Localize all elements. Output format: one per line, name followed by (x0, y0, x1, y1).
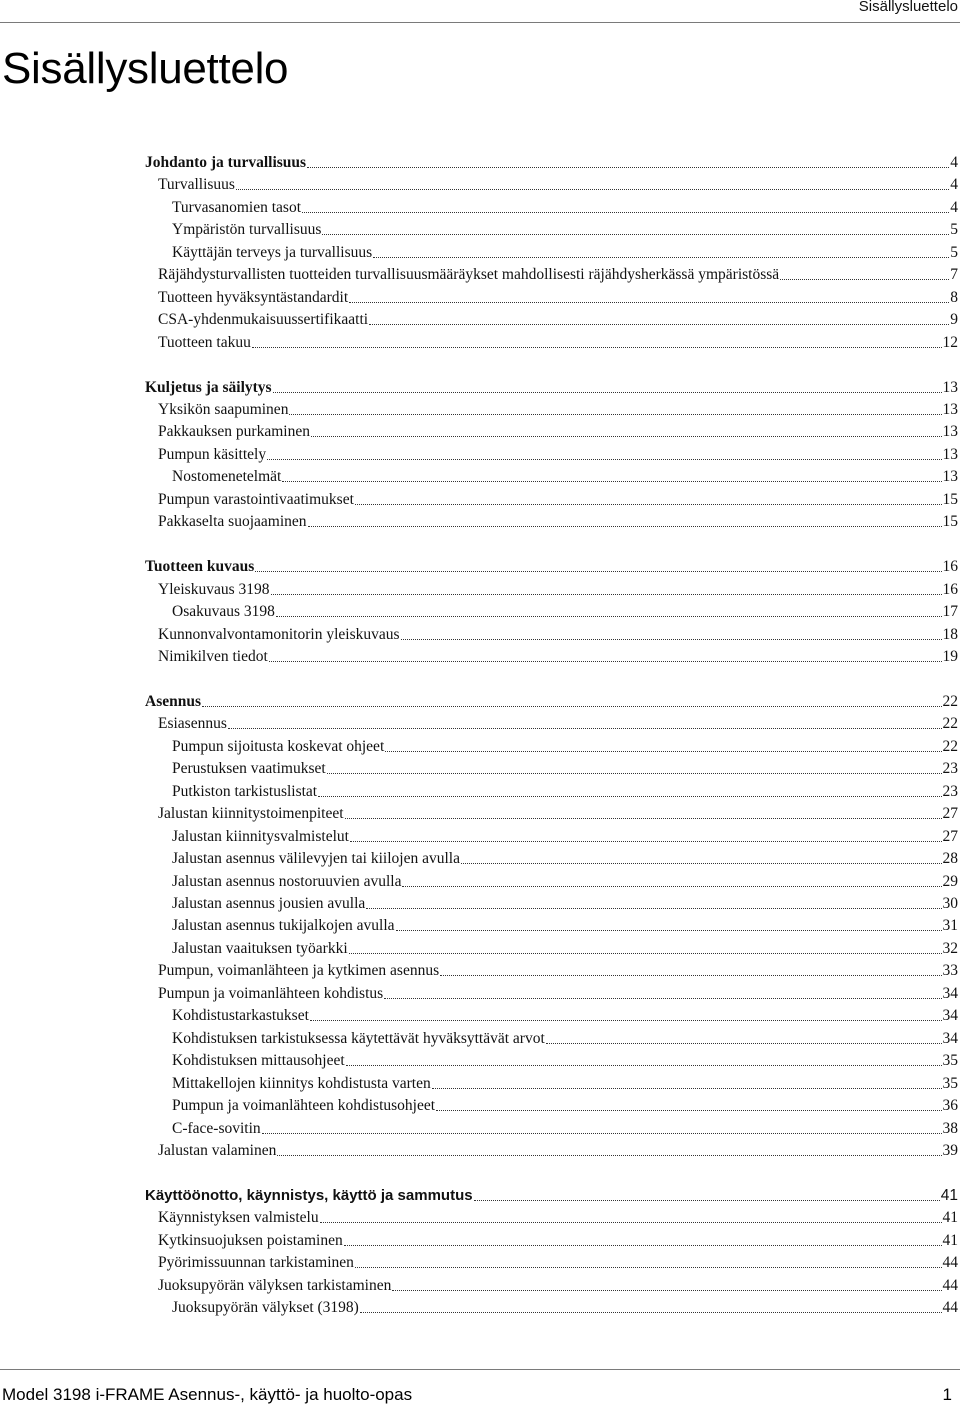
toc-entry[interactable] (158, 331, 958, 353)
toc-entry[interactable] (172, 196, 958, 218)
toc-dot-leader (327, 772, 942, 774)
toc-dot-leader (311, 435, 942, 437)
toc-entry-page-number: 33 (942, 962, 958, 980)
toc-entry-title: Juoksupyörän välykset (3198) (172, 1299, 359, 1317)
toc-entry[interactable] (158, 645, 958, 667)
toc-entry-page-number: 27 (942, 805, 958, 823)
toc-entry-page-number: 18 (942, 625, 958, 643)
toc-entry-title: Yksikön saapuminen (158, 401, 289, 418)
toc-entry[interactable] (172, 1094, 958, 1116)
toc-entry-title: Käyttöönotto, käynnistys, käyttö ja sammutus (145, 1186, 473, 1204)
toc-entry[interactable] (172, 1049, 958, 1071)
toc-dot-leader (267, 458, 941, 460)
toc-entry-title: Jalustan vaaituksen työarkki (172, 939, 348, 957)
toc-entry[interactable] (158, 398, 958, 420)
toc-entry[interactable] (158, 1206, 958, 1228)
toc-entry-title: Tuotteen hyväksyntästandardit (158, 288, 349, 306)
toc-entry-title: Pumpun käsittely (158, 445, 267, 463)
toc-entry-page-number: 22 (942, 737, 958, 755)
toc-entry-title: CSA-yhdenmukaisuussertifikaatti (158, 311, 369, 329)
toc-entry[interactable] (172, 735, 958, 757)
toc-dot-leader (269, 660, 942, 662)
toc-dot-leader (320, 1221, 942, 1223)
toc-dot-leader (440, 974, 941, 976)
toc-dot-leader (355, 1266, 942, 1268)
toc-entry[interactable] (158, 286, 958, 308)
toc-entry-title: Pumpun varastointivaatimukset (158, 490, 354, 508)
toc-entry-page-number: 28 (942, 850, 958, 868)
toc-entry-title: Pakkaselta suojaaminen (158, 513, 307, 531)
toc-entry-page-number: 13 (942, 423, 958, 441)
toc-dot-leader (236, 188, 949, 190)
toc-entry-title: Osakuvaus 3198 (172, 603, 275, 621)
toc-entry-page-number: 16 (942, 580, 958, 598)
toc-entry-title: Jalustan asennus nostoruuvien avulla (172, 872, 402, 890)
toc-entry-title: Kunnonvalvontamonitorin yleiskuvaus (158, 625, 400, 643)
toc-entry-title: Perustuksen vaatimukset (172, 760, 326, 778)
toc-dot-leader (355, 503, 942, 505)
toc-dot-leader (307, 166, 949, 168)
toc-entry-title: Pyörimissuunnan tarkistaminen (158, 1254, 354, 1272)
toc-entry-title: Jalustan asennus välilevyjen tai kiilojen avulla (172, 850, 460, 868)
toc-entry-page-number: 34 (942, 984, 958, 1002)
toc-entry-page-number: 30 (942, 895, 958, 912)
toc-entry-page-number: 41 (942, 1231, 958, 1249)
toc-entry[interactable] (158, 1274, 958, 1296)
toc-dot-leader (255, 570, 941, 572)
toc-chapter-entry[interactable] (145, 555, 958, 577)
toc-entry-page-number: 23 (942, 760, 958, 778)
toc-dot-leader (277, 1154, 941, 1156)
toc-dot-leader (349, 301, 949, 303)
page-title: Sisällysluettelo (2, 44, 289, 93)
toc-entry[interactable] (158, 1251, 958, 1273)
toc-entry-page-number: 29 (942, 872, 958, 890)
toc-entry-page-number: 4 (950, 198, 958, 216)
toc-entry-title: Kohdistuksen mittausohjeet (172, 1052, 345, 1070)
running-header-title: Sisällysluettelo (858, 0, 958, 15)
toc-dot-leader (310, 1019, 942, 1021)
toc-entry-title: Jalustan kiinnitystoimenpiteet (158, 805, 344, 823)
running-footer (0, 1369, 960, 1410)
toc-dot-leader (392, 1289, 941, 1291)
toc-entry-page-number: 35 (942, 1052, 958, 1070)
toc-dot-leader (366, 907, 941, 909)
toc-dot-leader (282, 480, 941, 482)
toc-dot-leader (373, 256, 949, 258)
toc-entry-page-number: 34 (942, 1029, 958, 1047)
toc-entry[interactable] (172, 1072, 958, 1094)
toc-entry[interactable] (172, 847, 958, 869)
toc-dot-leader (402, 885, 941, 887)
toc-entry-page-number: 34 (942, 1007, 958, 1025)
footer-document-title: Model 3198 i-FRAME Asennus-, käyttö- ja huolto-opas (2, 1385, 413, 1404)
toc-entry-title: Jalustan valaminen (158, 1141, 277, 1159)
toc-entry-title: Jalustan asennus jousien avulla (172, 895, 366, 912)
toc-entry-page-number: 27 (942, 827, 958, 845)
toc-entry-title: Kohdistustarkastukset (172, 1007, 309, 1025)
toc-dot-leader (369, 323, 949, 325)
toc-entry-page-number: 22 (942, 715, 958, 733)
toc-entry[interactable] (172, 914, 958, 936)
toc-dot-leader (396, 929, 942, 931)
toc-chapter-entry[interactable] (145, 690, 958, 712)
toc-entry-title: Pumpun sijoitusta koskevat ohjeet (172, 737, 385, 755)
toc-entry-title: Jalustan asennus tukijalkojen avulla (172, 917, 395, 935)
toc-entry[interactable] (172, 1117, 958, 1139)
toc-dot-leader (474, 1199, 940, 1201)
toc-chapter-entry[interactable] (145, 376, 958, 398)
toc-entry-page-number: 15 (942, 513, 958, 531)
toc-entry-page-number: 36 (942, 1097, 958, 1115)
toc-entry[interactable] (172, 757, 958, 779)
toc-entry[interactable] (158, 443, 958, 465)
toc-entry[interactable] (172, 780, 958, 802)
toc-entry-title: Kytkinsuojuksen poistaminen (158, 1231, 343, 1249)
toc-dot-leader (384, 997, 941, 999)
toc-dot-leader (318, 795, 941, 797)
toc-entry-page-number: 8 (950, 288, 958, 306)
toc-entry[interactable] (172, 241, 958, 263)
toc-entry-title: Käyttäjän terveys ja turvallisuus (172, 243, 373, 261)
toc-entry-title: C-face-sovitin (172, 1119, 261, 1137)
toc-entry-title: Pakkauksen purkaminen (158, 423, 310, 441)
toc-entry-title: Kohdistuksen tarkistuksessa käytettävät hyväksyttävät arvot (172, 1029, 545, 1047)
toc-entry[interactable] (172, 870, 958, 892)
toc-dot-leader (546, 1042, 942, 1044)
toc-entry-page-number: 13 (942, 378, 958, 396)
toc-entry-title: Esiasennus (158, 715, 227, 733)
toc-entry[interactable] (158, 959, 958, 981)
toc-entry-title: Juoksupyörän välyksen tarkistaminen (158, 1276, 392, 1294)
toc-entry-page-number: 19 (942, 648, 958, 665)
toc-entry-title: Mittakellojen kiinnitys kohdistusta varten (172, 1074, 431, 1092)
toc-entry-title: Yleiskuvaus 3198 (158, 580, 270, 598)
toc-dot-leader (436, 1109, 941, 1111)
toc-entry[interactable] (172, 600, 958, 622)
toc-entry-title: Pumpun ja voimanlähteen kohdistusohjeet (172, 1097, 436, 1115)
toc-entry[interactable] (158, 420, 958, 442)
toc-entry-page-number: 4 (950, 154, 958, 171)
toc-chapter-entry[interactable] (145, 151, 958, 173)
toc-entry[interactable] (172, 937, 958, 959)
toc-entry[interactable] (158, 802, 958, 824)
toc-entry[interactable] (158, 712, 958, 734)
toc-entry-page-number: 16 (942, 558, 958, 576)
toc-dot-leader (308, 525, 942, 527)
toc-entry[interactable] (158, 623, 958, 645)
toc-entry-title: Tuotteen kuvaus (145, 558, 255, 576)
toc-dot-leader (289, 413, 941, 415)
toc-entry-page-number: 4 (950, 176, 958, 194)
toc-entry-title: Turvasanomien tasot (172, 198, 302, 216)
toc-entry-page-number: 41 (942, 1209, 958, 1227)
toc-entry[interactable] (172, 825, 958, 847)
toc-entry-page-number: 35 (942, 1074, 958, 1092)
toc-entry-title: Käynnistyksen valmistelu (158, 1209, 319, 1227)
toc-dot-leader (262, 1132, 942, 1134)
toc-dot-leader (780, 278, 949, 280)
toc-entry-title: Tuotteen takuu (158, 333, 251, 351)
toc-dot-leader (461, 862, 942, 864)
toc-dot-leader (349, 952, 942, 954)
toc-dot-leader (401, 638, 942, 640)
toc-entry[interactable] (172, 1027, 958, 1049)
toc-entry-page-number: 12 (942, 333, 958, 351)
toc-entry-page-number: 13 (942, 445, 958, 463)
toc-entry[interactable] (158, 578, 958, 600)
toc-dot-leader (322, 233, 949, 235)
toc-entry[interactable] (172, 465, 958, 487)
toc-entry[interactable] (158, 1139, 958, 1161)
toc-entry-title: Johdanto ja turvallisuus (145, 154, 307, 171)
toc-entry[interactable] (158, 1229, 958, 1251)
toc-entry-page-number: 13 (942, 401, 958, 418)
toc-dot-leader (350, 840, 942, 842)
toc-dot-leader (345, 817, 942, 819)
toc-dot-leader (276, 615, 942, 617)
toc-entry-title: Ympäristön turvallisuus (172, 221, 322, 239)
toc-entry[interactable] (158, 982, 958, 1004)
toc-entry-title: Nimikilven tiedot (158, 648, 268, 665)
toc-entry-title: Turvallisuus (158, 176, 235, 194)
toc-entry-title: Asennus (145, 692, 201, 710)
toc-dot-leader (273, 391, 942, 393)
toc-entry-page-number: 5 (950, 243, 958, 261)
toc-entry-page-number: 44 (942, 1276, 958, 1294)
toc-entry-title: Pumpun ja voimanlähteen kohdistus (158, 984, 384, 1002)
toc-dot-leader (344, 1244, 942, 1246)
toc-entry-page-number: 5 (950, 221, 958, 239)
toc-entry-page-number: 44 (942, 1254, 958, 1272)
toc-entry[interactable] (172, 1004, 958, 1026)
toc-entry[interactable] (172, 892, 958, 914)
toc-entry[interactable] (158, 263, 958, 285)
toc-entry[interactable] (172, 218, 958, 240)
toc-chapter-entry[interactable] (145, 1184, 958, 1206)
toc-dot-leader (252, 346, 942, 348)
toc-dot-leader (202, 705, 942, 707)
toc-entry-page-number: 22 (942, 692, 958, 710)
toc-entry-page-number: 17 (942, 603, 958, 621)
toc-entry-page-number: 7 (950, 266, 958, 284)
toc-entry[interactable] (158, 488, 958, 510)
toc-entry-page-number: 15 (942, 490, 958, 508)
toc-entry[interactable] (172, 1296, 958, 1318)
toc-dot-leader (346, 1064, 942, 1066)
toc-entry-title: Jalustan kiinnitysvalmistelut (172, 827, 349, 845)
toc-entry-title: Räjähdysturvallisten tuotteiden turvallisuusmääräykset mahdollisesti räjähdysherkässä ympäristössä (158, 266, 780, 284)
toc-dot-leader (360, 1311, 942, 1313)
toc-dot-leader (302, 211, 949, 213)
toc-entry-title: Nostomenetelmät (172, 468, 282, 486)
toc-entry-title: Putkiston tarkistuslistat (172, 782, 318, 800)
footer-page-number: 1 (942, 1385, 952, 1404)
toc-entry-page-number: 31 (942, 917, 958, 935)
toc-entry-page-number: 32 (942, 939, 958, 957)
toc-entry[interactable] (158, 308, 958, 330)
toc-entry[interactable] (158, 510, 958, 532)
toc-entry-page-number: 13 (942, 468, 958, 486)
toc-entry-title: Pumpun, voimanlähteen ja kytkimen asennus (158, 962, 440, 980)
toc-entry-page-number: 9 (950, 311, 958, 329)
toc-dot-leader (385, 750, 941, 752)
toc-dot-leader (271, 593, 942, 595)
running-header (0, 0, 960, 23)
toc-dot-leader (432, 1087, 942, 1089)
toc-entry-title: Kuljetus ja säilytys (145, 378, 272, 396)
toc-entry-page-number: 41 (940, 1186, 958, 1204)
toc-dot-leader (228, 727, 942, 729)
toc-entry[interactable] (158, 173, 958, 195)
toc-entry-page-number: 38 (942, 1119, 958, 1137)
toc-entry-page-number: 23 (942, 782, 958, 800)
toc-entry-page-number: 44 (942, 1299, 958, 1317)
toc-entry-page-number: 39 (942, 1141, 958, 1159)
